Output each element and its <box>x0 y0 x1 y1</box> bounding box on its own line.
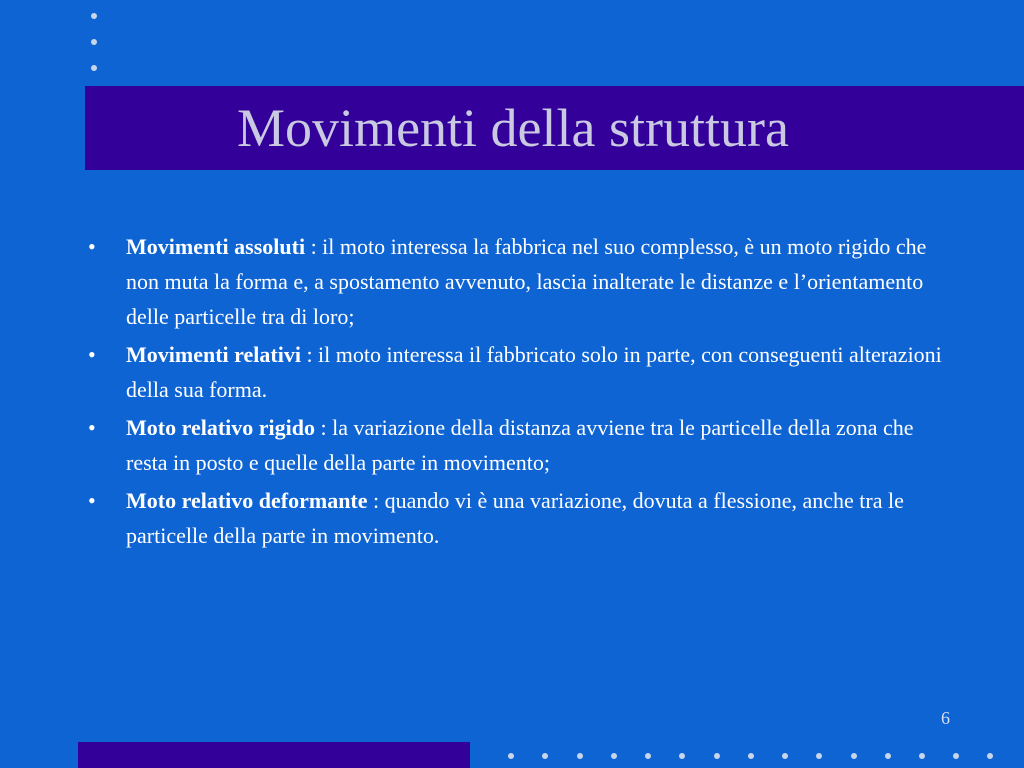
bullet-item <box>88 410 948 480</box>
decor-dot <box>919 753 925 759</box>
decor-dot <box>714 753 720 759</box>
bullet-item <box>88 229 948 334</box>
decor-dot <box>885 753 891 759</box>
bullet-term: Movimenti relativi <box>126 342 301 367</box>
decor-dot <box>542 753 548 759</box>
bullet-icon: • <box>88 342 96 367</box>
decor-dot <box>91 65 97 71</box>
bullet-text: : il moto interessa il fabbricato solo in parte, con conseguenti alterazioni della sua forma. <box>126 342 942 402</box>
decor-dot <box>508 753 514 759</box>
decor-dot <box>987 753 993 759</box>
bullet-term: Moto relativo deformante <box>126 488 368 513</box>
bullet-icon: • <box>88 234 96 259</box>
decor-dot <box>645 753 651 759</box>
bullet-term: Movimenti assoluti <box>126 234 306 259</box>
bullet-text: : la variazione della distanza avviene tra le particelle della zona che resta in posto e quelle della parte in movimento; <box>126 415 914 475</box>
page-number: 6 <box>941 708 950 728</box>
decor-dot <box>748 753 754 759</box>
decor-dot <box>577 753 583 759</box>
decor-dot <box>782 753 788 759</box>
bullet-icon: • <box>88 488 96 513</box>
decor-dot <box>851 753 857 759</box>
bullet-list <box>88 229 948 556</box>
decor-dot <box>611 753 617 759</box>
bullet-text: : il moto interessa la fabbrica nel suo complesso, è un moto rigido che non muta la forma e, a spostamento avvenuto, lascia inalterate le distanze e l’orientamento delle particelle tra di loro; <box>126 234 927 329</box>
bottom-bar <box>78 742 470 768</box>
bullet-text: : quando vi è una variazione, dovuta a flessione, anche tra le particelle della parte in movimento. <box>126 488 904 548</box>
bullet-item <box>88 337 948 407</box>
decor-dot <box>91 13 97 19</box>
decor-dot <box>953 753 959 759</box>
bullet-term: Moto relativo rigido <box>126 415 315 440</box>
bullet-icon: • <box>88 415 96 440</box>
decor-dot <box>679 753 685 759</box>
decor-dot <box>91 39 97 45</box>
slide-title: Movimenti della struttura <box>237 98 789 158</box>
bullet-item <box>88 483 948 553</box>
decor-dot <box>816 753 822 759</box>
